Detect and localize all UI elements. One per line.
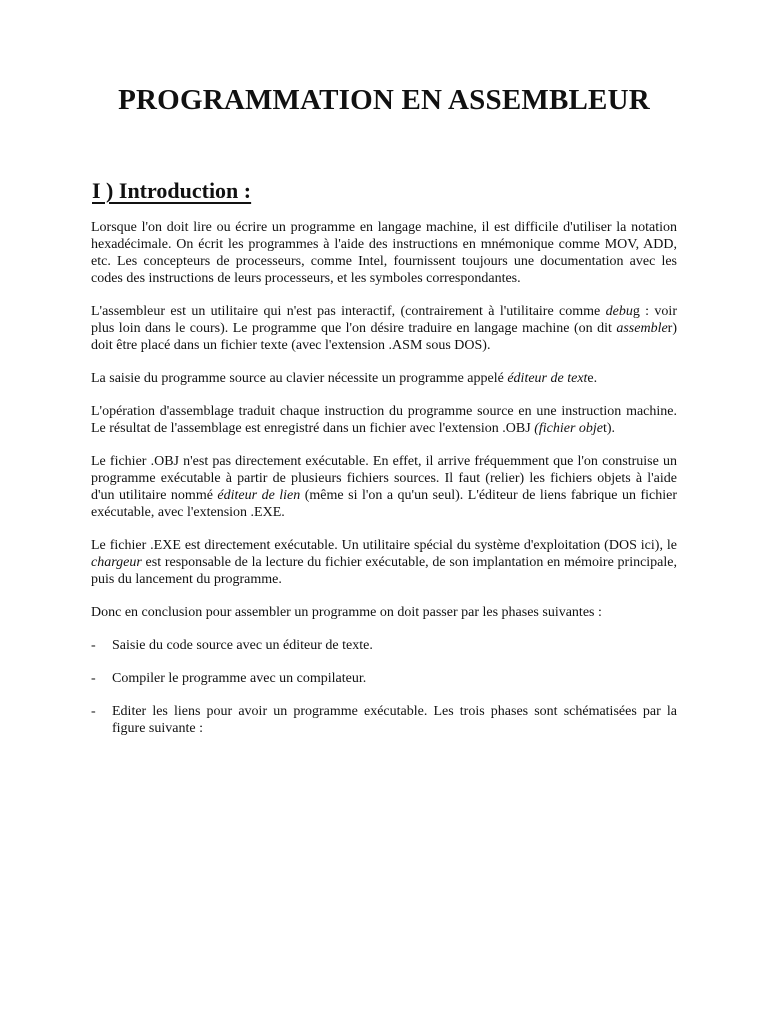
list-dash: - <box>91 704 96 719</box>
paragraph-text: r) doit être placé dans un fichier texte (avec l'extension .ASM sous DOS). <box>91 321 677 353</box>
phases-list <box>91 637 677 737</box>
emphasis-text: chargeur <box>91 555 142 570</box>
paragraph-text: est responsable de la lecture du fichier exécutable, de son implantation en mémoire principale, puis du lancement du programme. <box>91 555 677 587</box>
paragraph-text: g : voir plus loin dans le cours). Le programme que l'on désire traduire en langage machine (on dit <box>91 304 677 336</box>
list-item <box>91 637 677 654</box>
paragraph-text: Le fichier .OBJ n'est pas directement exécutable. En effet, il arrive fréquemment que l'on construise un programme exécutable à partir de plusieurs fichiers sources. Il faut (relier) les fichiers objets à l'aide d'un utilitaire nommé <box>91 454 677 503</box>
paragraph-text: (même si l'on a qu'un seul). L'éditeur de liens fabrique un fichier exécutable, avec l'extension .EXE. <box>91 488 677 520</box>
list-item <box>91 703 677 737</box>
paragraph-fichier-obj <box>91 453 677 521</box>
section-heading: I ) Introduction : <box>92 178 252 203</box>
paragraph-text: e. <box>587 371 598 386</box>
paragraph-saisie <box>91 370 677 387</box>
paragraph-text: La saisie du programme source au clavier nécessite un programme appelé <box>91 371 508 386</box>
paragraph-intro: Lorsque l'on doit lire ou écrire un programme en langage machine, il est difficile d'utiliser la notation hexadécimale. On écrit les programmes à l'aide des instructions en mnémonique comme MOV, ADD, etc. Les concepteurs de processeurs, comme Intel, fournissent toujours une documentation avec les codes des instructions de leurs processeurs, et les symboles correspondantes. <box>91 220 677 286</box>
paragraph-text: L'assembleur est un utilitaire qui n'est pas interactif, (contrairement à l'utilitaire comme <box>91 304 606 319</box>
document-body <box>91 219 677 753</box>
paragraph-conclusion: Donc en conclusion pour assembler un programme on doit passer par les phases suivantes : <box>91 605 602 620</box>
emphasis-text: debu <box>605 304 633 319</box>
paragraph-assembleur <box>91 303 677 354</box>
list-dash: - <box>91 638 96 653</box>
emphasis-text: éditeur de lien <box>217 488 301 503</box>
list-item-text: Compiler le programme avec un compilateur. <box>112 671 367 686</box>
list-item-text: Saisie du code source avec un éditeur de texte. <box>112 638 373 653</box>
emphasis-text: assemble <box>616 321 668 336</box>
document-title: PROGRAMMATION EN ASSEMBLEUR <box>118 84 650 116</box>
emphasis-text: éditeur de text <box>507 371 588 386</box>
list-item-text: Editer les liens pour avoir un programme exécutable. Les trois phases sont schématisées par la figure suivante : <box>112 704 677 736</box>
paragraph-assemblage <box>91 403 677 437</box>
paragraph-text: L'opération d'assemblage traduit chaque instruction du programme source en une instruction machine. Le résultat de l'assemblage est enregistré dans un fichier avec l'extension .OBJ <box>91 404 677 436</box>
list-item <box>91 670 677 687</box>
paragraph-fichier-exe <box>91 537 677 588</box>
list-dash: - <box>91 671 96 686</box>
emphasis-text: (fichier obje <box>534 421 603 436</box>
paragraph-text: t). <box>603 421 616 436</box>
paragraph-text: Le fichier .EXE est directement exécutable. Un utilitaire spécial du système d'exploitation (DOS ici), le <box>91 538 677 553</box>
